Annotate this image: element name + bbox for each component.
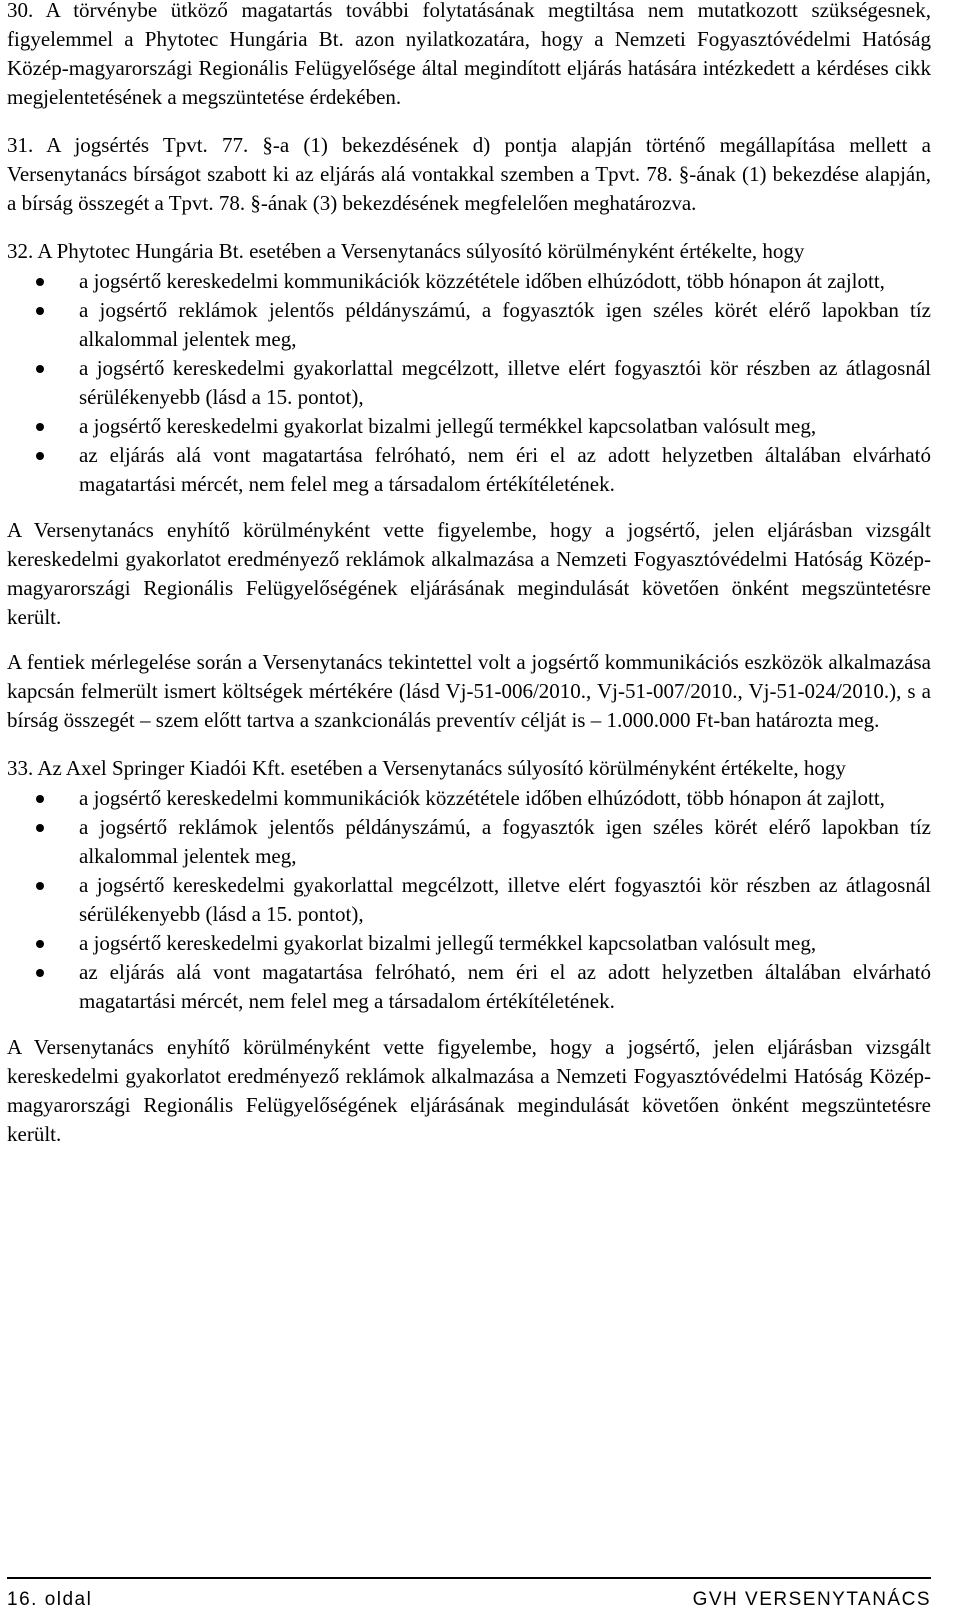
bullet-icon [36, 940, 44, 948]
list-item-text: a jogsértő kereskedelmi gyakorlattal megcélzott, illetve elért fogyasztói kör részben az átlagosnál sérülékenyebb (lásd a 15. pontot), [79, 356, 931, 409]
list-item-text: a jogsértő kereskedelmi gyakorlattal megcélzott, illetve elért fogyasztói kör részben az átlagosnál sérülékenyebb (lásd a 15. pontot), [79, 873, 931, 926]
list-item-text: a jogsértő kereskedelmi gyakorlat bizalmi jellegű termékkel kapcsolatban valósult meg, [79, 931, 817, 955]
bullet-icon [36, 795, 44, 803]
bullet-icon [36, 882, 44, 890]
list-item-text: a jogsértő kereskedelmi kommunikációk közzététele időben elhúzódott, több hónapon át zajlott, [79, 269, 885, 293]
paragraph-33-bullet-list [7, 784, 931, 1016]
list-item [7, 267, 931, 296]
list-item-text: a jogsértő reklámok jelentős példányszámú, a fogyasztók igen széles körét elérő lapokban tíz alkalommal jelentek meg, [79, 815, 931, 868]
list-item [7, 412, 931, 441]
list-item [7, 871, 931, 929]
paragraph-33-mitigating: A Versenytanács enyhítő körülményként vette figyelembe, hogy a jogsértő, jelen eljárásban vizsgált kereskedelmi gyakorlatot eredményező reklámok alkalmazása a Nemzeti Fogyasztóvédelmi Hatóság Közép-magyarországi Regionális Felügyelőségének eljárásának megindulását követően önként megszüntetésre került. [7, 1035, 931, 1146]
bullet-icon [36, 969, 44, 977]
footer-organization: GVH VERSENYTANÁCS [692, 1589, 931, 1610]
list-item-text: az eljárás alá vont magatartása felróható, nem éri el az adott helyzetben általában elvárható magatartási mércét, nem felel meg a társadalom értékítéletének. [79, 443, 931, 496]
list-item [7, 441, 931, 499]
list-item [7, 784, 931, 813]
document-body [7, 0, 931, 1149]
bullet-icon [36, 452, 44, 460]
footer-divider [7, 1577, 931, 1579]
list-item [7, 929, 931, 958]
list-item-text: a jogsértő kereskedelmi kommunikációk közzététele időben elhúzódott, több hónapon át zajlott, [79, 786, 885, 810]
bullet-icon [36, 824, 44, 832]
list-item-text: az eljárás alá vont magatartása felróható, nem éri el az adott helyzetben általában elvárható magatartási mércét, nem felel meg a társadalom értékítéletének. [79, 960, 931, 1013]
document-page [7, 0, 931, 1613]
bullet-icon [36, 423, 44, 431]
bullet-icon [36, 307, 44, 315]
paragraph-32-intro: 32. A Phytotec Hungária Bt. esetében a Versenytanács súlyosító körülményként értékelte, hogy [7, 239, 805, 263]
paragraph-32-bullet-list [7, 267, 931, 499]
list-item [7, 958, 931, 1016]
paragraph-32-mitigating: A Versenytanács enyhítő körülményként vette figyelembe, hogy a jogsértő, jelen eljárásban vizsgált kereskedelmi gyakorlatot eredményező reklámok alkalmazása a Nemzeti Fogyasztóvédelmi Hatóság Közép-magyarországi Regionális Felügyelőségének eljárásának megindulását követően önként megszüntetésre került. [7, 518, 931, 629]
paragraph-33-intro: 33. Az Axel Springer Kiadói Kft. esetében a Versenytanács súlyosító körülményként értékelte, hogy [7, 756, 846, 780]
paragraph-31: 31. A jogsértés Tpvt. 77. §-a (1) bekezdésének d) pontja alapján történő megállapítása mellett a Versenytanács bírságot szabott ki az eljárás alá vontakkal szemben a Tpvt. 78. §-ának (1) bekezdése alapján, a bírság összegét a Tpvt. 78. §-ának (3) bekezdésének megfelelően meghatározva. [7, 133, 931, 215]
bullet-icon [36, 365, 44, 373]
page-number: 16. oldal [7, 1589, 93, 1610]
list-item [7, 296, 931, 354]
paragraph-30: 30. A törvénybe ütköző magatartás további folytatásának megtiltása nem mutatkozott szükségesnek, figyelemmel a Phytotec Hungária Bt. azon nyilatkozatára, hogy a Nemzeti Fogyasztóvédelmi Hatóság Közép-magyarországi Regionális Felügyelősége által megindított eljárás hatására intézkedett a kérdéses cikk megjelentetésének a megszüntetése érdekében. [7, 0, 931, 109]
paragraph-32-conclusion: A fentiek mérlegelése során a Versenytanács tekintettel volt a jogsértő kommunikációs eszközök alkalmazása kapcsán felmerült ismert költségek mértékére (lásd Vj-51-006/2010., Vj-51-007/2010., Vj-51-024/2010.), s a bírság összegét – szem előtt tartva a szankcionálás preventív célját is – 1.000.000 Ft-ban határozta meg. [7, 650, 931, 732]
list-item-text: a jogsértő kereskedelmi gyakorlat bizalmi jellegű termékkel kapcsolatban valósult meg, [79, 414, 817, 438]
list-item [7, 813, 931, 871]
list-item [7, 354, 931, 412]
list-item-text: a jogsértő reklámok jelentős példányszámú, a fogyasztók igen széles körét elérő lapokban tíz alkalommal jelentek meg, [79, 298, 931, 351]
bullet-icon [36, 278, 44, 286]
